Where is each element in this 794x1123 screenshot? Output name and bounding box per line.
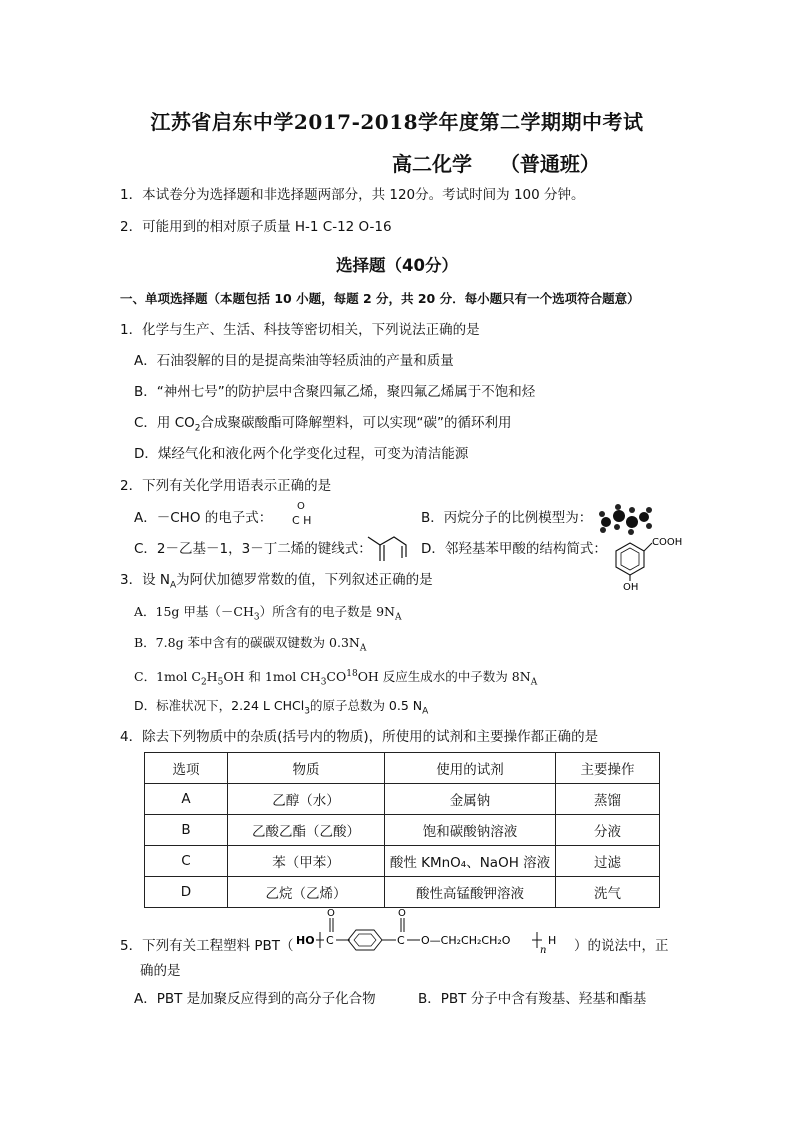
svg-text:C: C bbox=[326, 934, 334, 947]
table-header-row bbox=[145, 753, 660, 784]
table-cell: 乙烷（乙烯） bbox=[228, 877, 385, 908]
q4-options-table bbox=[144, 752, 660, 908]
cho-electron-formula: O C H bbox=[292, 501, 312, 527]
table-cell: 乙酸乙酯（乙酸） bbox=[228, 815, 385, 846]
hydroxybenzoic-acid-structure bbox=[608, 535, 684, 591]
table-row bbox=[145, 784, 660, 815]
q1-option-b: B．“神州七号”的防护层中含聚四氟乙烯，聚四氟乙烯属于不饱和烃 bbox=[134, 384, 536, 400]
q1-option-d: D．煤经气化和液化两个化学变化过程，可变为清洁能源 bbox=[134, 446, 469, 462]
table-row bbox=[145, 815, 660, 846]
table-cell: 金属钠 bbox=[385, 784, 556, 815]
pbt-chain: O—CH₂CH₂CH₂O bbox=[421, 934, 511, 947]
svg-text:O: O bbox=[327, 908, 335, 919]
table-cell: 乙醇（水） bbox=[228, 784, 385, 815]
exam-subtitle: 高二化学 （普通班） bbox=[392, 152, 600, 176]
table-cell: 蒸馏 bbox=[556, 784, 660, 815]
hydroxyl-label: OH bbox=[623, 582, 639, 591]
table-header-cell: 选项 bbox=[145, 753, 228, 784]
pbt-end-h: H bbox=[548, 934, 557, 947]
q5-stem-continue: 确的是 bbox=[140, 963, 181, 979]
q2-option-b: B．丙烷分子的比例模型为： bbox=[421, 510, 593, 526]
q3-option-c: C．1mol $C_2H_5OH$ 和 1mol $CH_3CO^{18}OH$ 反应生成水的中子数为 $8N_A$ bbox=[134, 669, 538, 688]
q4-stem: 4．除去下列物质中的杂质(括号内的物质)，所使用的试剂和主要操作都正确的是 bbox=[120, 729, 599, 745]
table-cell: A bbox=[145, 784, 228, 815]
carboxyl-label: COOH bbox=[652, 537, 683, 548]
table-cell: 洗气 bbox=[556, 877, 660, 908]
pbt-repeat-n: n bbox=[540, 945, 547, 956]
note-2: 2．可能用到的相对原子质量 H-1 C-12 O-16 bbox=[120, 219, 392, 235]
q1-option-a: A．石油裂解的目的是提高柴油等轻质油的产量和质量 bbox=[134, 353, 454, 369]
q2-stem: 2．下列有关化学用语表示正确的是 bbox=[120, 478, 332, 494]
q3-option-d: D．标准状况下，2.24 L CHCl$_3$的原子总数为 0.5 $N_A$ bbox=[134, 698, 429, 717]
table-cell: C bbox=[145, 846, 228, 877]
svg-text:O: O bbox=[398, 908, 406, 919]
pbt-end-group: HO bbox=[296, 934, 315, 947]
table-cell: 酸性高锰酸钾溶液 bbox=[385, 877, 556, 908]
svg-text:C: C bbox=[397, 934, 405, 947]
table-cell: 饱和碳酸钠溶液 bbox=[385, 815, 556, 846]
q5-option-b: B．PBT 分子中含有羧基、羟基和酯基 bbox=[418, 991, 647, 1007]
note-1: 1．本试卷分为选择题和非选择题两部分，共 120分。考试时间为 100 分钟。 bbox=[120, 187, 585, 203]
table-header-cell: 使用的试剂 bbox=[385, 753, 556, 784]
table-cell: D bbox=[145, 877, 228, 908]
q3-option-b: B．7.8g 苯中含有的碳碳双键数为 $0.3N_A$ bbox=[134, 635, 367, 654]
section-title: 选择题（40分） bbox=[336, 256, 458, 275]
q5-option-a: A．PBT 是加聚反应得到的高分子化合物 bbox=[134, 991, 376, 1007]
q2-option-d: D．邻羟基苯甲酸的结构简式： bbox=[421, 541, 607, 557]
table-row bbox=[145, 877, 660, 908]
q5-stem-start: 5．下列有关工程塑料 PBT（ bbox=[120, 938, 294, 954]
table-cell: 苯（甲苯） bbox=[228, 846, 385, 877]
table-cell: 酸性 KMnO₄、NaOH 溶液 bbox=[385, 846, 556, 877]
q5-stem-end: ）的说法中，正 bbox=[574, 938, 669, 954]
q2-option-a: A．－CHO 的电子式： bbox=[134, 510, 273, 526]
section-instruction: 一、单项选择题（本题包括 10 小题，每题 2 分，共 20 分．每小题只有一个选项符合题意） bbox=[120, 291, 640, 306]
table-cell: B bbox=[145, 815, 228, 846]
table-header-cell: 主要操作 bbox=[556, 753, 660, 784]
ethylbutadiene-skeletal-formula bbox=[366, 533, 412, 563]
table-header-cell: 物质 bbox=[228, 753, 385, 784]
table-row bbox=[145, 846, 660, 877]
q1-option-c: C．用 $CO_2$合成聚碳酸酯可降解塑料，可以实现“碳”的循环利用 bbox=[134, 415, 512, 434]
propane-space-filling-model bbox=[596, 500, 654, 538]
q2-option-c: C．2－乙基－1，3－丁二烯的键线式： bbox=[134, 541, 372, 557]
table-cell: 过滤 bbox=[556, 846, 660, 877]
exam-title: 江苏省启东中学2017-2018学年度第二学期期中考试 bbox=[150, 110, 644, 134]
q3-option-a: A．15g 甲基$(-CH_3)$所含有的电子数是 $9N_A$ bbox=[134, 604, 402, 623]
q3-stem: 3．设 $N_A$为阿伏加德罗常数的值，下列叙述正确的是 bbox=[120, 572, 433, 591]
table-cell: 分液 bbox=[556, 815, 660, 846]
q1-stem: 1．化学与生产、生活、科技等密切相关，下列说法正确的是 bbox=[120, 322, 480, 338]
pbt-structural-formula bbox=[294, 904, 572, 956]
